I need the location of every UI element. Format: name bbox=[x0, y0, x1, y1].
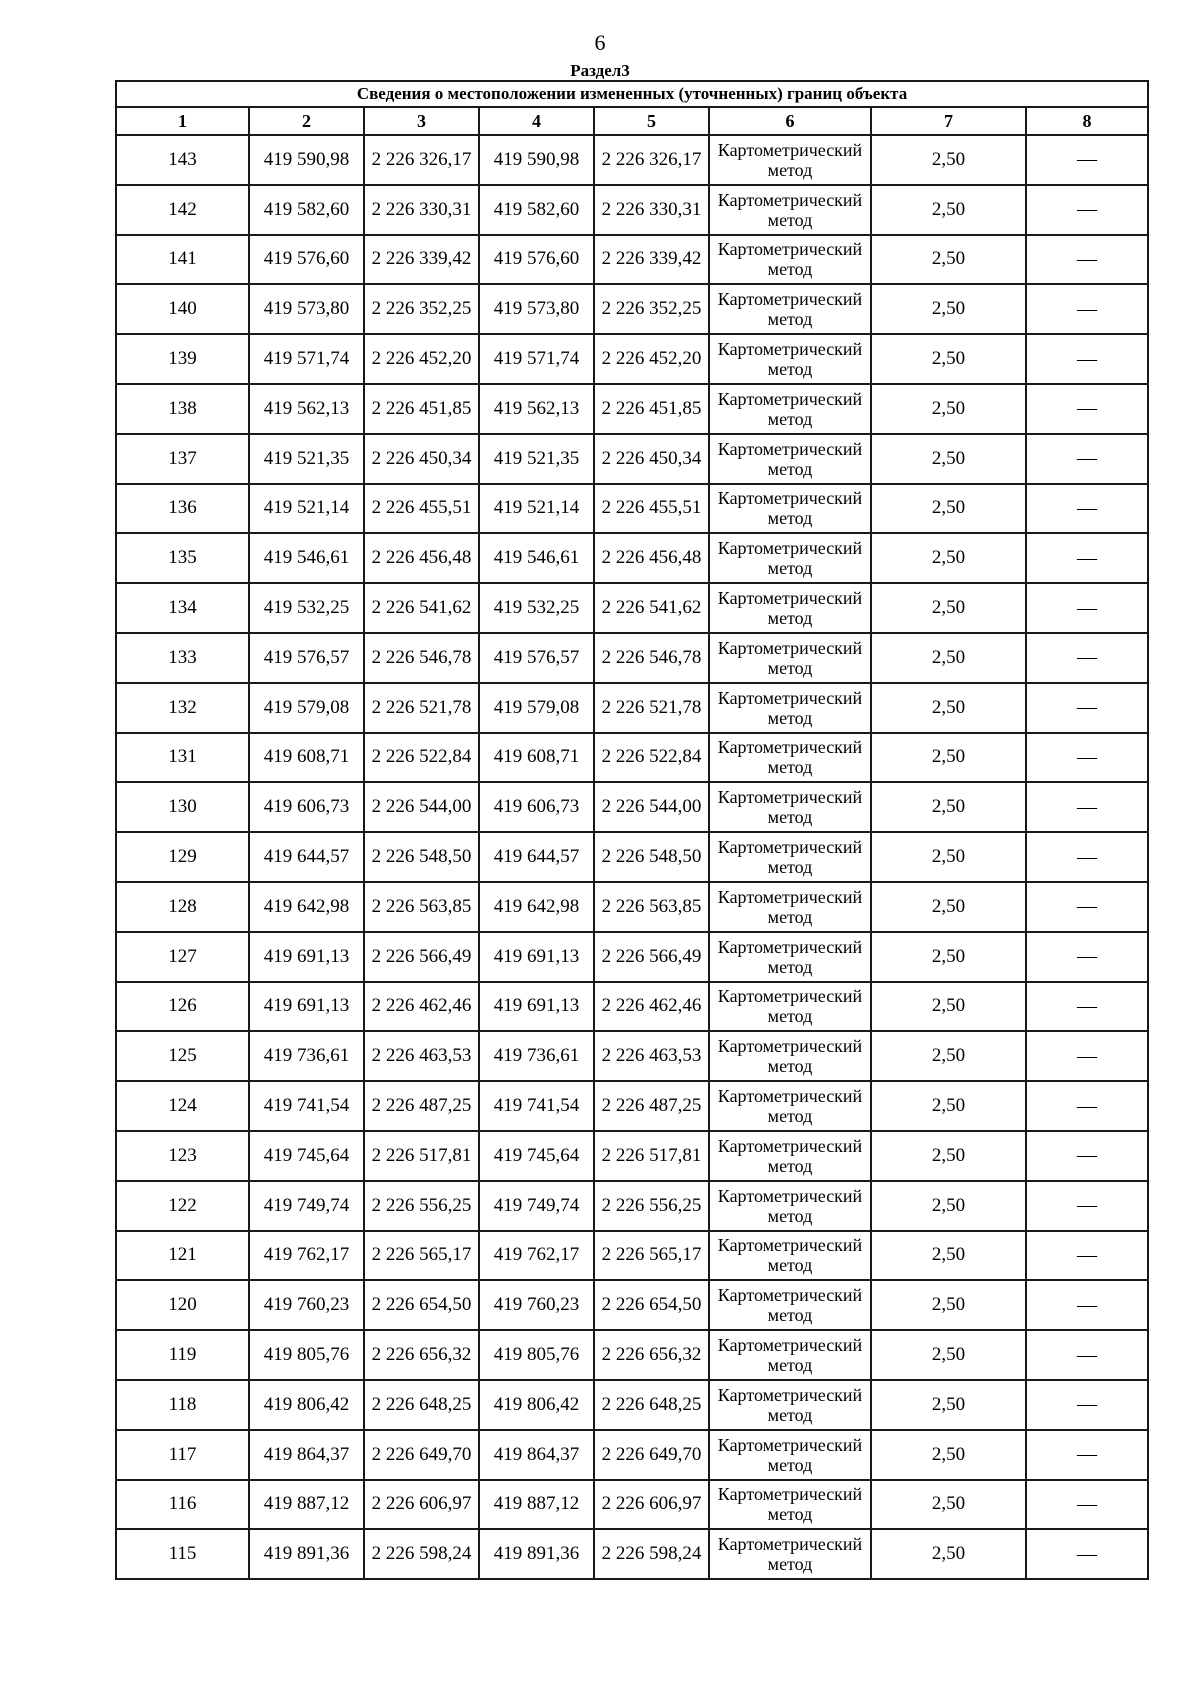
y-existing-cell: 2 226 649,70 bbox=[364, 1430, 479, 1480]
y-existing-cell: 2 226 455,51 bbox=[364, 484, 479, 534]
description-cell: — bbox=[1026, 683, 1148, 733]
point-number-cell: 118 bbox=[116, 1380, 249, 1430]
description-cell: — bbox=[1026, 583, 1148, 633]
x-existing-cell: 419 749,74 bbox=[249, 1181, 364, 1231]
y-refined-cell: 2 226 598,24 bbox=[594, 1529, 709, 1579]
y-existing-cell: 2 226 648,25 bbox=[364, 1380, 479, 1430]
method-cell: Картометрический метод bbox=[709, 135, 871, 185]
method-cell: Картометрический метод bbox=[709, 185, 871, 235]
description-cell: — bbox=[1026, 284, 1148, 334]
x-existing-cell: 419 546,61 bbox=[249, 533, 364, 583]
y-refined-cell: 2 226 541,62 bbox=[594, 583, 709, 633]
method-cell: Картометрический метод bbox=[709, 1081, 871, 1131]
accuracy-cell: 2,50 bbox=[871, 235, 1026, 285]
y-existing-cell: 2 226 565,17 bbox=[364, 1231, 479, 1281]
point-number-cell: 117 bbox=[116, 1430, 249, 1480]
accuracy-cell: 2,50 bbox=[871, 284, 1026, 334]
y-refined-cell: 2 226 463,53 bbox=[594, 1031, 709, 1081]
x-refined-cell: 419 644,57 bbox=[479, 832, 594, 882]
x-existing-cell: 419 642,98 bbox=[249, 882, 364, 932]
y-existing-cell: 2 226 654,50 bbox=[364, 1280, 479, 1330]
x-refined-cell: 419 606,73 bbox=[479, 782, 594, 832]
accuracy-cell: 2,50 bbox=[871, 334, 1026, 384]
accuracy-cell: 2,50 bbox=[871, 932, 1026, 982]
accuracy-cell: 2,50 bbox=[871, 533, 1026, 583]
y-existing-cell: 2 226 546,78 bbox=[364, 633, 479, 683]
accuracy-cell: 2,50 bbox=[871, 882, 1026, 932]
method-cell: Картометрический метод bbox=[709, 1131, 871, 1181]
column-number: 4 bbox=[479, 107, 594, 135]
table-row bbox=[116, 1280, 1148, 1330]
description-cell: — bbox=[1026, 1031, 1148, 1081]
description-cell: — bbox=[1026, 1131, 1148, 1181]
point-number-cell: 141 bbox=[116, 235, 249, 285]
table-row bbox=[116, 1131, 1148, 1181]
x-existing-cell: 419 582,60 bbox=[249, 185, 364, 235]
y-existing-cell: 2 226 521,78 bbox=[364, 683, 479, 733]
x-refined-cell: 419 805,76 bbox=[479, 1330, 594, 1380]
y-refined-cell: 2 226 654,50 bbox=[594, 1280, 709, 1330]
x-refined-cell: 419 745,64 bbox=[479, 1131, 594, 1181]
x-existing-cell: 419 691,13 bbox=[249, 982, 364, 1032]
x-refined-cell: 419 571,74 bbox=[479, 334, 594, 384]
description-cell: — bbox=[1026, 932, 1148, 982]
table-row bbox=[116, 185, 1148, 235]
accuracy-cell: 2,50 bbox=[871, 1081, 1026, 1131]
accuracy-cell: 2,50 bbox=[871, 982, 1026, 1032]
method-cell: Картометрический метод bbox=[709, 235, 871, 285]
table-row bbox=[116, 334, 1148, 384]
method-cell: Картометрический метод bbox=[709, 1231, 871, 1281]
x-refined-cell: 419 749,74 bbox=[479, 1181, 594, 1231]
x-existing-cell: 419 760,23 bbox=[249, 1280, 364, 1330]
method-cell: Картометрический метод bbox=[709, 533, 871, 583]
y-refined-cell: 2 226 556,25 bbox=[594, 1181, 709, 1231]
method-cell: Картометрический метод bbox=[709, 434, 871, 484]
x-existing-cell: 419 887,12 bbox=[249, 1480, 364, 1530]
method-cell: Картометрический метод bbox=[709, 583, 871, 633]
method-cell: Картометрический метод bbox=[709, 1430, 871, 1480]
column-number: 3 bbox=[364, 107, 479, 135]
method-cell: Картометрический метод bbox=[709, 1031, 871, 1081]
y-existing-cell: 2 226 463,53 bbox=[364, 1031, 479, 1081]
description-cell: — bbox=[1026, 484, 1148, 534]
description-cell: — bbox=[1026, 1330, 1148, 1380]
y-refined-cell: 2 226 456,48 bbox=[594, 533, 709, 583]
x-existing-cell: 419 736,61 bbox=[249, 1031, 364, 1081]
column-number: 6 bbox=[709, 107, 871, 135]
y-refined-cell: 2 226 326,17 bbox=[594, 135, 709, 185]
table-row bbox=[116, 1081, 1148, 1131]
description-cell: — bbox=[1026, 1380, 1148, 1430]
x-refined-cell: 419 760,23 bbox=[479, 1280, 594, 1330]
accuracy-cell: 2,50 bbox=[871, 683, 1026, 733]
point-number-cell: 138 bbox=[116, 384, 249, 434]
description-cell: — bbox=[1026, 633, 1148, 683]
y-refined-cell: 2 226 450,34 bbox=[594, 434, 709, 484]
method-cell: Картометрический метод bbox=[709, 334, 871, 384]
method-cell: Картометрический метод bbox=[709, 1380, 871, 1430]
y-existing-cell: 2 226 541,62 bbox=[364, 583, 479, 633]
description-cell: — bbox=[1026, 782, 1148, 832]
table-row bbox=[116, 235, 1148, 285]
y-refined-cell: 2 226 487,25 bbox=[594, 1081, 709, 1131]
point-number-cell: 121 bbox=[116, 1231, 249, 1281]
page-number: 6 bbox=[594, 30, 606, 55]
table-row bbox=[116, 882, 1148, 932]
y-refined-cell: 2 226 452,20 bbox=[594, 334, 709, 384]
y-existing-cell: 2 226 456,48 bbox=[364, 533, 479, 583]
table-row bbox=[116, 1330, 1148, 1380]
table-row bbox=[116, 434, 1148, 484]
y-existing-cell: 2 226 487,25 bbox=[364, 1081, 479, 1131]
x-refined-cell: 419 864,37 bbox=[479, 1430, 594, 1480]
x-refined-cell: 419 691,13 bbox=[479, 982, 594, 1032]
x-existing-cell: 419 691,13 bbox=[249, 932, 364, 982]
point-number-cell: 135 bbox=[116, 533, 249, 583]
description-cell: — bbox=[1026, 1231, 1148, 1281]
x-refined-cell: 419 590,98 bbox=[479, 135, 594, 185]
point-number-cell: 143 bbox=[116, 135, 249, 185]
y-refined-cell: 2 226 563,85 bbox=[594, 882, 709, 932]
point-number-cell: 115 bbox=[116, 1529, 249, 1579]
y-refined-cell: 2 226 521,78 bbox=[594, 683, 709, 733]
y-existing-cell: 2 226 544,00 bbox=[364, 782, 479, 832]
y-existing-cell: 2 226 563,85 bbox=[364, 882, 479, 932]
x-refined-cell: 419 521,35 bbox=[479, 434, 594, 484]
table-row bbox=[116, 583, 1148, 633]
x-existing-cell: 419 590,98 bbox=[249, 135, 364, 185]
table-row bbox=[116, 484, 1148, 534]
column-number: 2 bbox=[249, 107, 364, 135]
method-cell: Картометрический метод bbox=[709, 1280, 871, 1330]
accuracy-cell: 2,50 bbox=[871, 1280, 1026, 1330]
x-refined-cell: 419 521,14 bbox=[479, 484, 594, 534]
y-existing-cell: 2 226 598,24 bbox=[364, 1529, 479, 1579]
y-refined-cell: 2 226 544,00 bbox=[594, 782, 709, 832]
accuracy-cell: 2,50 bbox=[871, 1181, 1026, 1231]
y-refined-cell: 2 226 462,46 bbox=[594, 982, 709, 1032]
x-existing-cell: 419 864,37 bbox=[249, 1430, 364, 1480]
x-existing-cell: 419 579,08 bbox=[249, 683, 364, 733]
table-row bbox=[116, 633, 1148, 683]
table-row bbox=[116, 533, 1148, 583]
y-refined-cell: 2 226 522,84 bbox=[594, 733, 709, 783]
point-number-cell: 128 bbox=[116, 882, 249, 932]
point-number-cell: 136 bbox=[116, 484, 249, 534]
x-refined-cell: 419 576,57 bbox=[479, 633, 594, 683]
table-row bbox=[116, 1031, 1148, 1081]
accuracy-cell: 2,50 bbox=[871, 434, 1026, 484]
accuracy-cell: 2,50 bbox=[871, 1480, 1026, 1530]
table-row bbox=[116, 135, 1148, 185]
x-existing-cell: 419 762,17 bbox=[249, 1231, 364, 1281]
accuracy-cell: 2,50 bbox=[871, 782, 1026, 832]
y-refined-cell: 2 226 649,70 bbox=[594, 1430, 709, 1480]
x-existing-cell: 419 745,64 bbox=[249, 1131, 364, 1181]
x-refined-cell: 419 576,60 bbox=[479, 235, 594, 285]
method-cell: Картометрический метод bbox=[709, 384, 871, 434]
column-number: 7 bbox=[871, 107, 1026, 135]
accuracy-cell: 2,50 bbox=[871, 185, 1026, 235]
x-existing-cell: 419 606,73 bbox=[249, 782, 364, 832]
x-refined-cell: 419 642,98 bbox=[479, 882, 594, 932]
description-cell: — bbox=[1026, 135, 1148, 185]
y-refined-cell: 2 226 656,32 bbox=[594, 1330, 709, 1380]
y-refined-cell: 2 226 566,49 bbox=[594, 932, 709, 982]
boundary-coordinates-table bbox=[115, 80, 1149, 1580]
x-refined-cell: 419 546,61 bbox=[479, 533, 594, 583]
description-cell: — bbox=[1026, 982, 1148, 1032]
x-existing-cell: 419 573,80 bbox=[249, 284, 364, 334]
x-refined-cell: 419 573,80 bbox=[479, 284, 594, 334]
x-refined-cell: 419 608,71 bbox=[479, 733, 594, 783]
point-number-cell: 120 bbox=[116, 1280, 249, 1330]
table-row bbox=[116, 1480, 1148, 1530]
table-row bbox=[116, 1430, 1148, 1480]
point-number-cell: 125 bbox=[116, 1031, 249, 1081]
method-cell: Картометрический метод bbox=[709, 782, 871, 832]
accuracy-cell: 2,50 bbox=[871, 633, 1026, 683]
x-existing-cell: 419 805,76 bbox=[249, 1330, 364, 1380]
x-existing-cell: 419 608,71 bbox=[249, 733, 364, 783]
point-number-cell: 140 bbox=[116, 284, 249, 334]
description-cell: — bbox=[1026, 1480, 1148, 1530]
accuracy-cell: 2,50 bbox=[871, 583, 1026, 633]
x-refined-cell: 419 582,60 bbox=[479, 185, 594, 235]
y-existing-cell: 2 226 566,49 bbox=[364, 932, 479, 982]
x-existing-cell: 419 532,25 bbox=[249, 583, 364, 633]
point-number-cell: 127 bbox=[116, 932, 249, 982]
y-existing-cell: 2 226 450,34 bbox=[364, 434, 479, 484]
y-refined-cell: 2 226 330,31 bbox=[594, 185, 709, 235]
description-cell: — bbox=[1026, 1081, 1148, 1131]
point-number-cell: 123 bbox=[116, 1131, 249, 1181]
accuracy-cell: 2,50 bbox=[871, 1380, 1026, 1430]
point-number-cell: 130 bbox=[116, 782, 249, 832]
table-row bbox=[116, 1529, 1148, 1579]
y-refined-cell: 2 226 548,50 bbox=[594, 832, 709, 882]
x-refined-cell: 419 891,36 bbox=[479, 1529, 594, 1579]
point-number-cell: 129 bbox=[116, 832, 249, 882]
x-existing-cell: 419 576,57 bbox=[249, 633, 364, 683]
description-cell: — bbox=[1026, 434, 1148, 484]
method-cell: Картометрический метод bbox=[709, 1529, 871, 1579]
point-number-cell: 137 bbox=[116, 434, 249, 484]
method-cell: Картометрический метод bbox=[709, 633, 871, 683]
table-row bbox=[116, 982, 1148, 1032]
accuracy-cell: 2,50 bbox=[871, 1131, 1026, 1181]
point-number-cell: 122 bbox=[116, 1181, 249, 1231]
section-title: Раздел3 bbox=[570, 61, 630, 80]
y-existing-cell: 2 226 452,20 bbox=[364, 334, 479, 384]
y-refined-cell: 2 226 648,25 bbox=[594, 1380, 709, 1430]
method-cell: Картометрический метод bbox=[709, 832, 871, 882]
description-cell: — bbox=[1026, 185, 1148, 235]
x-existing-cell: 419 644,57 bbox=[249, 832, 364, 882]
description-cell: — bbox=[1026, 235, 1148, 285]
x-refined-cell: 419 806,42 bbox=[479, 1380, 594, 1430]
y-existing-cell: 2 226 556,25 bbox=[364, 1181, 479, 1231]
column-number-row bbox=[116, 107, 1148, 135]
point-number-cell: 139 bbox=[116, 334, 249, 384]
y-refined-cell: 2 226 565,17 bbox=[594, 1231, 709, 1281]
method-cell: Картометрический метод bbox=[709, 1181, 871, 1231]
y-refined-cell: 2 226 517,81 bbox=[594, 1131, 709, 1181]
point-number-cell: 142 bbox=[116, 185, 249, 235]
table-row bbox=[116, 832, 1148, 882]
table-caption: Сведения о местоположении измененных (уточненных) границ объекта bbox=[116, 81, 1148, 107]
method-cell: Картометрический метод bbox=[709, 733, 871, 783]
method-cell: Картометрический метод bbox=[709, 683, 871, 733]
x-existing-cell: 419 571,74 bbox=[249, 334, 364, 384]
x-existing-cell: 419 891,36 bbox=[249, 1529, 364, 1579]
x-refined-cell: 419 691,13 bbox=[479, 932, 594, 982]
method-cell: Картометрический метод bbox=[709, 982, 871, 1032]
y-existing-cell: 2 226 352,25 bbox=[364, 284, 479, 334]
point-number-cell: 132 bbox=[116, 683, 249, 733]
x-refined-cell: 419 532,25 bbox=[479, 583, 594, 633]
description-cell: — bbox=[1026, 733, 1148, 783]
method-cell: Картометрический метод bbox=[709, 484, 871, 534]
accuracy-cell: 2,50 bbox=[871, 384, 1026, 434]
y-refined-cell: 2 226 546,78 bbox=[594, 633, 709, 683]
table-row bbox=[116, 1231, 1148, 1281]
table-caption-row bbox=[116, 81, 1148, 107]
accuracy-cell: 2,50 bbox=[871, 1330, 1026, 1380]
method-cell: Картометрический метод bbox=[709, 932, 871, 982]
point-number-cell: 119 bbox=[116, 1330, 249, 1380]
y-existing-cell: 2 226 339,42 bbox=[364, 235, 479, 285]
table-row bbox=[116, 1181, 1148, 1231]
x-existing-cell: 419 562,13 bbox=[249, 384, 364, 434]
description-cell: — bbox=[1026, 384, 1148, 434]
accuracy-cell: 2,50 bbox=[871, 484, 1026, 534]
description-cell: — bbox=[1026, 1181, 1148, 1231]
y-existing-cell: 2 226 522,84 bbox=[364, 733, 479, 783]
y-existing-cell: 2 226 451,85 bbox=[364, 384, 479, 434]
description-cell: — bbox=[1026, 1430, 1148, 1480]
table-row bbox=[116, 284, 1148, 334]
x-refined-cell: 419 887,12 bbox=[479, 1480, 594, 1530]
point-number-cell: 116 bbox=[116, 1480, 249, 1530]
column-number: 8 bbox=[1026, 107, 1148, 135]
x-refined-cell: 419 579,08 bbox=[479, 683, 594, 733]
point-number-cell: 126 bbox=[116, 982, 249, 1032]
table-row bbox=[116, 733, 1148, 783]
point-number-cell: 131 bbox=[116, 733, 249, 783]
y-refined-cell: 2 226 455,51 bbox=[594, 484, 709, 534]
description-cell: — bbox=[1026, 882, 1148, 932]
y-existing-cell: 2 226 606,97 bbox=[364, 1480, 479, 1530]
y-existing-cell: 2 226 548,50 bbox=[364, 832, 479, 882]
accuracy-cell: 2,50 bbox=[871, 135, 1026, 185]
accuracy-cell: 2,50 bbox=[871, 1529, 1026, 1579]
x-existing-cell: 419 806,42 bbox=[249, 1380, 364, 1430]
description-cell: — bbox=[1026, 334, 1148, 384]
y-existing-cell: 2 226 656,32 bbox=[364, 1330, 479, 1380]
x-existing-cell: 419 741,54 bbox=[249, 1081, 364, 1131]
column-number: 5 bbox=[594, 107, 709, 135]
y-existing-cell: 2 226 330,31 bbox=[364, 185, 479, 235]
y-existing-cell: 2 226 326,17 bbox=[364, 135, 479, 185]
x-refined-cell: 419 736,61 bbox=[479, 1031, 594, 1081]
y-refined-cell: 2 226 451,85 bbox=[594, 384, 709, 434]
x-existing-cell: 419 521,14 bbox=[249, 484, 364, 534]
x-refined-cell: 419 562,13 bbox=[479, 384, 594, 434]
accuracy-cell: 2,50 bbox=[871, 733, 1026, 783]
x-existing-cell: 419 576,60 bbox=[249, 235, 364, 285]
point-number-cell: 133 bbox=[116, 633, 249, 683]
y-refined-cell: 2 226 339,42 bbox=[594, 235, 709, 285]
accuracy-cell: 2,50 bbox=[871, 1430, 1026, 1480]
x-refined-cell: 419 762,17 bbox=[479, 1231, 594, 1281]
accuracy-cell: 2,50 bbox=[871, 1031, 1026, 1081]
y-existing-cell: 2 226 462,46 bbox=[364, 982, 479, 1032]
description-cell: — bbox=[1026, 1529, 1148, 1579]
point-number-cell: 134 bbox=[116, 583, 249, 633]
column-number: 1 bbox=[116, 107, 249, 135]
table-row bbox=[116, 1380, 1148, 1430]
x-existing-cell: 419 521,35 bbox=[249, 434, 364, 484]
y-refined-cell: 2 226 606,97 bbox=[594, 1480, 709, 1530]
method-cell: Картометрический метод bbox=[709, 284, 871, 334]
y-existing-cell: 2 226 517,81 bbox=[364, 1131, 479, 1181]
accuracy-cell: 2,50 bbox=[871, 1231, 1026, 1281]
table-row bbox=[116, 782, 1148, 832]
point-number-cell: 124 bbox=[116, 1081, 249, 1131]
description-cell: — bbox=[1026, 832, 1148, 882]
accuracy-cell: 2,50 bbox=[871, 832, 1026, 882]
description-cell: — bbox=[1026, 1280, 1148, 1330]
table-row bbox=[116, 932, 1148, 982]
y-refined-cell: 2 226 352,25 bbox=[594, 284, 709, 334]
table-row bbox=[116, 683, 1148, 733]
description-cell: — bbox=[1026, 533, 1148, 583]
method-cell: Картометрический метод bbox=[709, 1330, 871, 1380]
x-refined-cell: 419 741,54 bbox=[479, 1081, 594, 1131]
table-body bbox=[116, 135, 1148, 1579]
method-cell: Картометрический метод bbox=[709, 882, 871, 932]
table-row bbox=[116, 384, 1148, 434]
method-cell: Картометрический метод bbox=[709, 1480, 871, 1530]
